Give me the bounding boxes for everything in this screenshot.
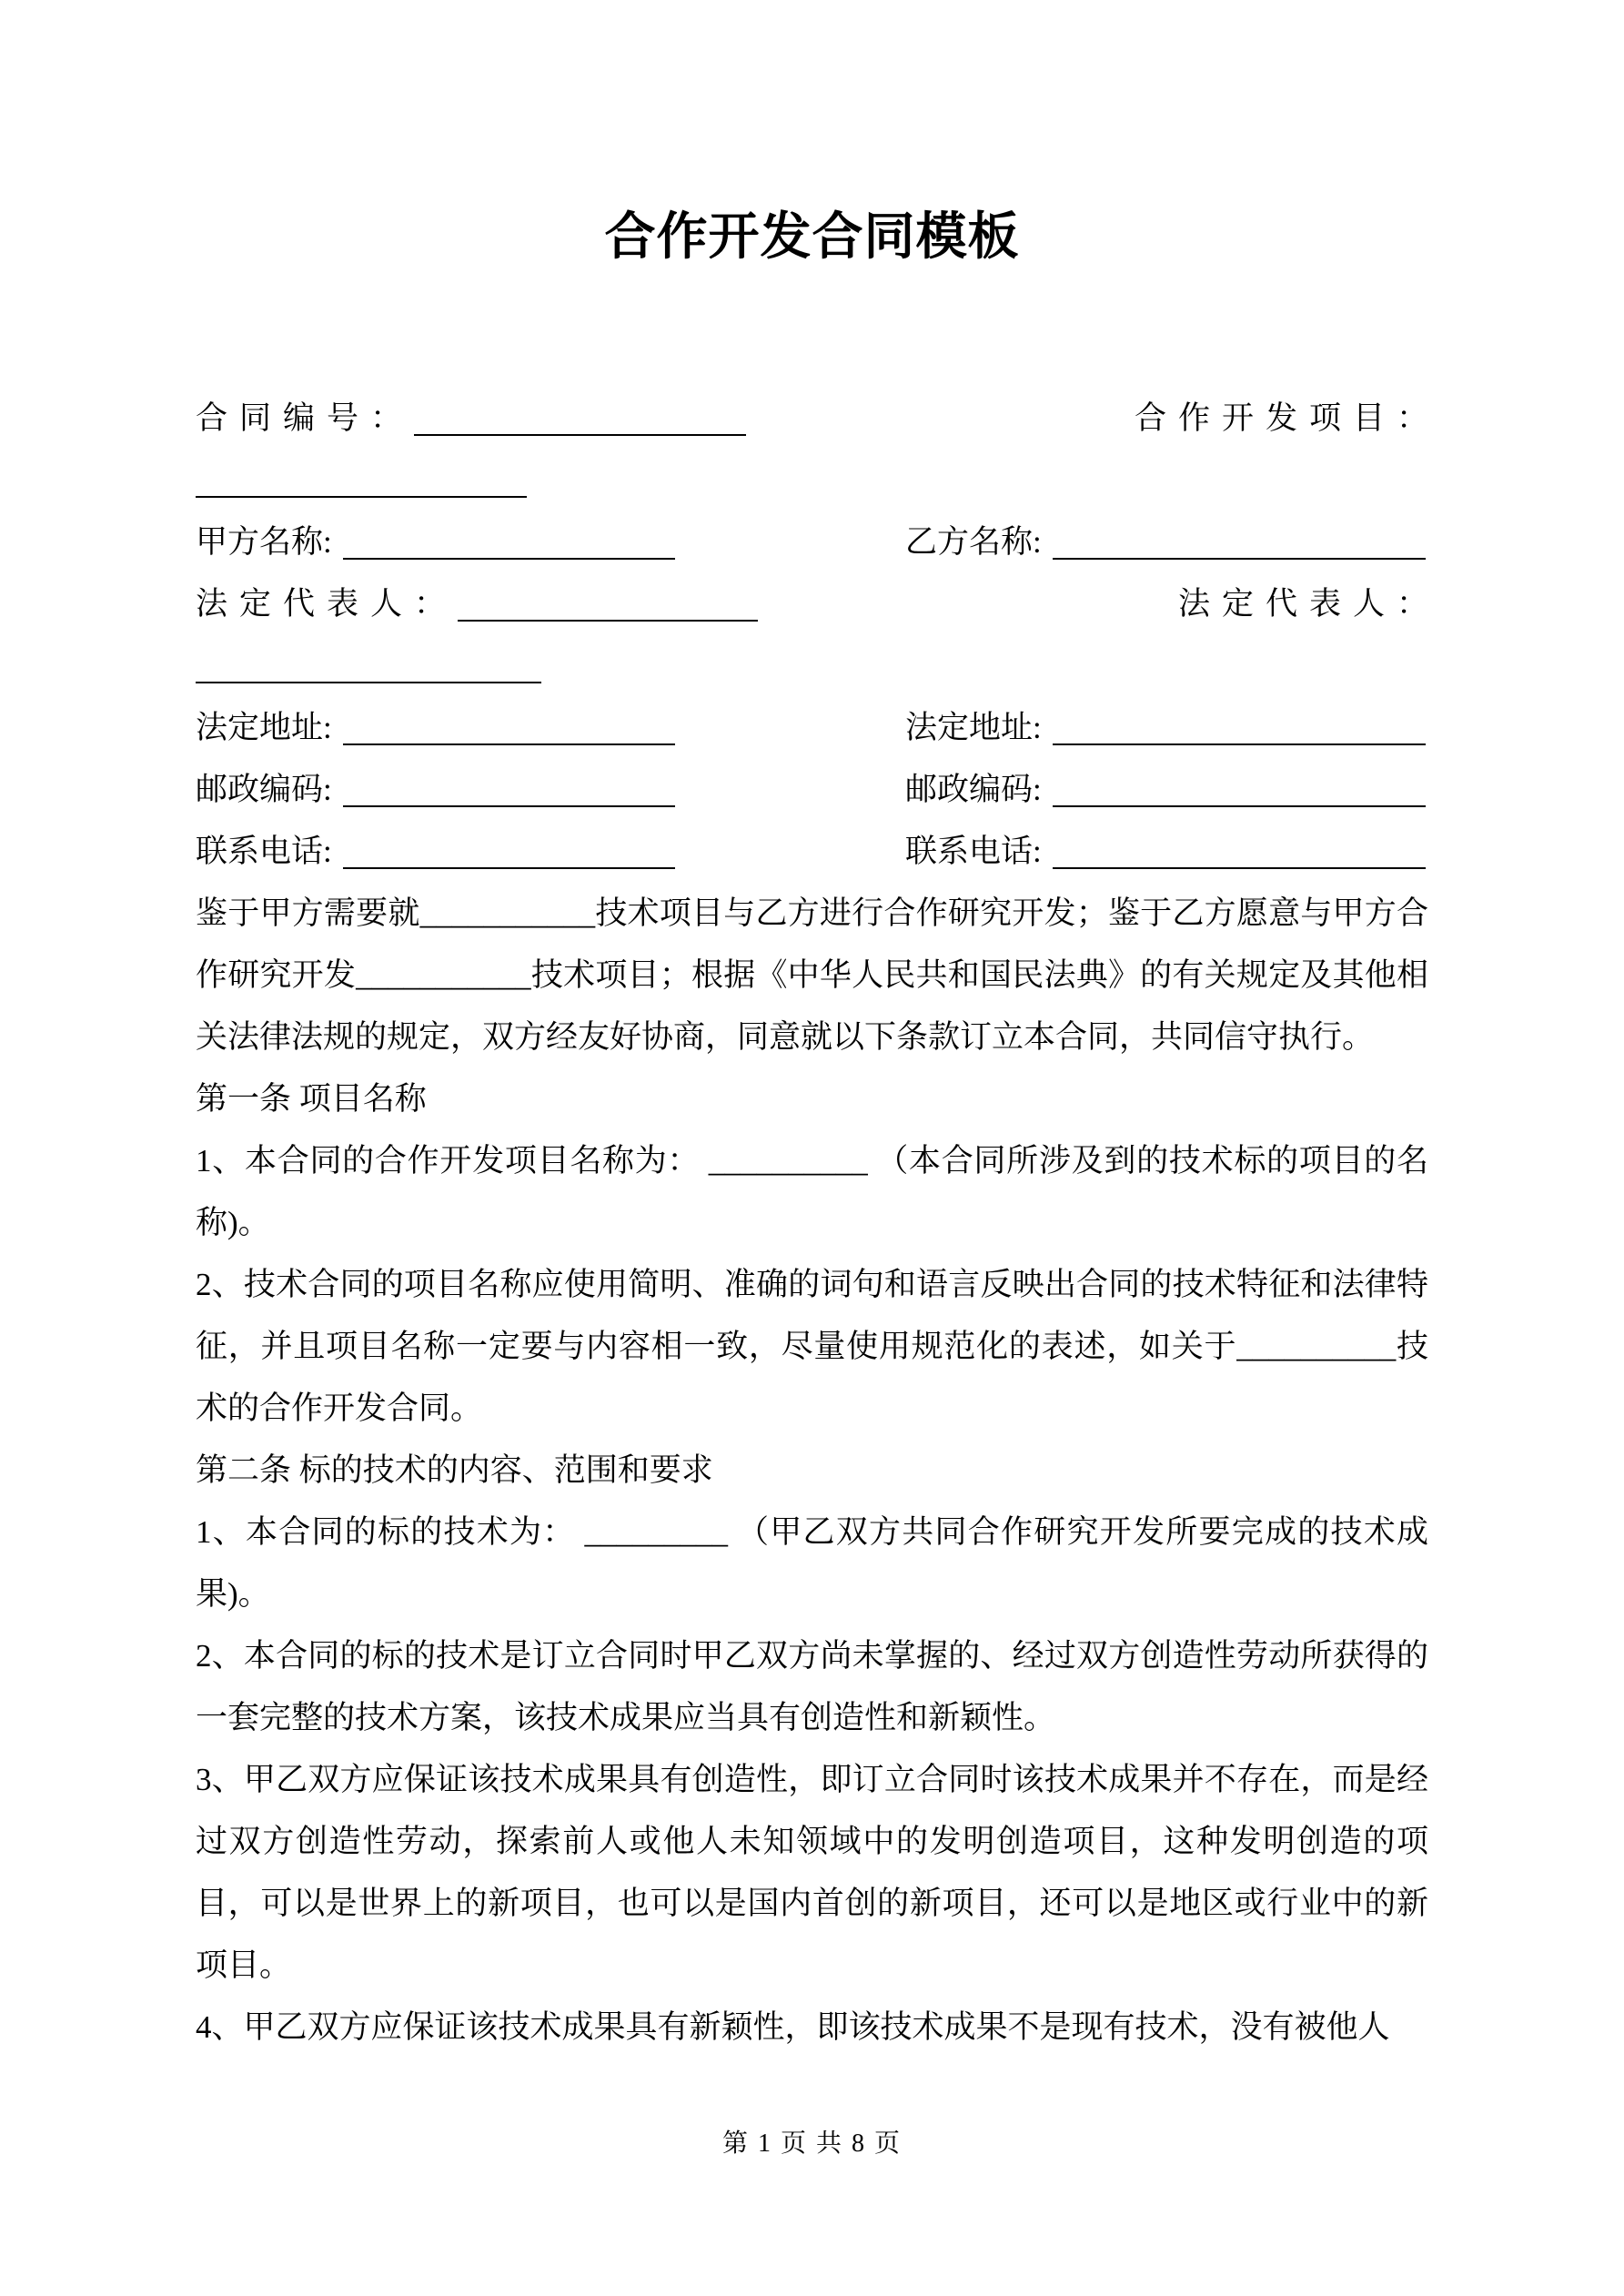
party-b-label: 乙方名称:	[905, 524, 1042, 560]
header-fields	[196, 388, 1440, 883]
article2-heading: 第二条 标的技术的内容、范围和要求	[196, 1452, 713, 1488]
legal-rep-a-blank	[458, 611, 758, 622]
phone-a-blank	[343, 858, 675, 869]
article1-item2: 2、技术合同的项目名称应使用简明、准确的词句和语言反映出合同的技术特征和法律特征，并且项目名称一定要与内容相一致，尽量使用规范化的表述，如关于__________技术的合作开发合同。	[196, 1267, 1428, 1426]
article1-item1: 1、本合同的合作开发项目名称为： __________ （本合同所涉及到的技术标的项目的名称)。	[196, 1143, 1428, 1240]
coop-project-blank	[196, 487, 527, 498]
article2-item1: 1、本合同的标的技术为： _________ （甲乙双方共同合作研究开发所要完成的技术成果)。	[196, 1514, 1428, 1612]
party-b-cell	[905, 511, 1428, 573]
address-b-blank	[1053, 734, 1426, 745]
address-a-blank	[343, 734, 675, 745]
contract-no-label: 合同编号：	[196, 400, 415, 436]
postcode-a-label: 邮政编码:	[196, 772, 332, 807]
legal-rep-b-label: 法定代表人：	[1177, 586, 1440, 622]
row-addresses	[196, 697, 1428, 759]
address-a-label: 法定地址:	[196, 710, 332, 745]
row-legal-rep-b-blank	[196, 635, 1428, 697]
legal-rep-a-label: 法定代表人：	[196, 586, 459, 622]
legal-rep-b-cell	[905, 573, 1440, 635]
document-title: 合作开发合同模板	[604, 209, 1020, 266]
coop-project-cell	[905, 388, 1440, 450]
postcode-b-label: 邮政编码:	[905, 772, 1042, 807]
coop-project-label: 合作开发项目：	[1134, 400, 1440, 436]
phone-a-label: 联系电话:	[196, 834, 332, 869]
row-postcodes	[196, 759, 1428, 821]
address-b-cell	[905, 697, 1428, 759]
postcode-a-cell	[196, 759, 905, 821]
party-a-label: 甲方名称:	[196, 524, 332, 560]
preamble-paragraph: 鉴于甲方需要就___________技术项目与乙方进行合作研究开发；鉴于乙方愿意与甲方合作研究开发___________技术项目；根据《中华人民共和国民法典》的有关规定及其他相关法律法规的规定，双方经友好协商，同意就以下条款订立本合同，共同信守执行。	[196, 895, 1428, 1055]
postcode-a-blank	[343, 796, 675, 807]
address-a-cell	[196, 697, 905, 759]
row-phones	[196, 821, 1428, 883]
page-number-footer: 第 1 页 共 8 页	[721, 2129, 902, 2158]
postcode-b-blank	[1053, 796, 1426, 807]
legal-rep-b-blank	[196, 673, 541, 683]
phone-b-cell	[905, 821, 1428, 883]
party-a-blank	[343, 549, 675, 560]
phone-b-label: 联系电话:	[905, 834, 1042, 869]
phone-b-blank	[1053, 858, 1426, 869]
article2-item3: 3、甲乙双方应保证该技术成果具有创造性，即订立合同时该技术成果并不存在，而是经过双方创造性劳动，探索前人或他人未知领域中的发明创造项目，这种发明创造的项目，可以是世界上的新项目，也可以是国内首创的新项目，还可以是地区或行业中的新项目。	[196, 1762, 1428, 1983]
party-a-cell	[196, 511, 905, 573]
article2-item2: 2、本合同的标的技术是订立合同时甲乙双方尚未掌握的、经过双方创造性劳动所获得的一套完整的技术方案，该技术成果应当具有创造性和新颖性。	[196, 1638, 1428, 1735]
postcode-b-cell	[905, 759, 1428, 821]
contract-body	[196, 883, 1428, 2058]
article2-item4: 4、甲乙双方应保证该技术成果具有新颖性，即该技术成果不是现有技术，没有被他人	[196, 2009, 1390, 2045]
contract-no-cell	[196, 388, 905, 450]
contract-no-blank	[414, 425, 746, 436]
party-b-blank	[1053, 549, 1426, 560]
address-b-label: 法定地址:	[905, 710, 1042, 745]
phone-a-cell	[196, 821, 905, 883]
row-contract-no	[196, 388, 1440, 450]
article1-heading: 第一条 项目名称	[196, 1081, 427, 1117]
row-legal-reps	[196, 573, 1440, 635]
row-coop-project-blank	[196, 450, 1428, 511]
row-party-names	[196, 511, 1428, 573]
legal-rep-a-cell	[196, 573, 905, 635]
